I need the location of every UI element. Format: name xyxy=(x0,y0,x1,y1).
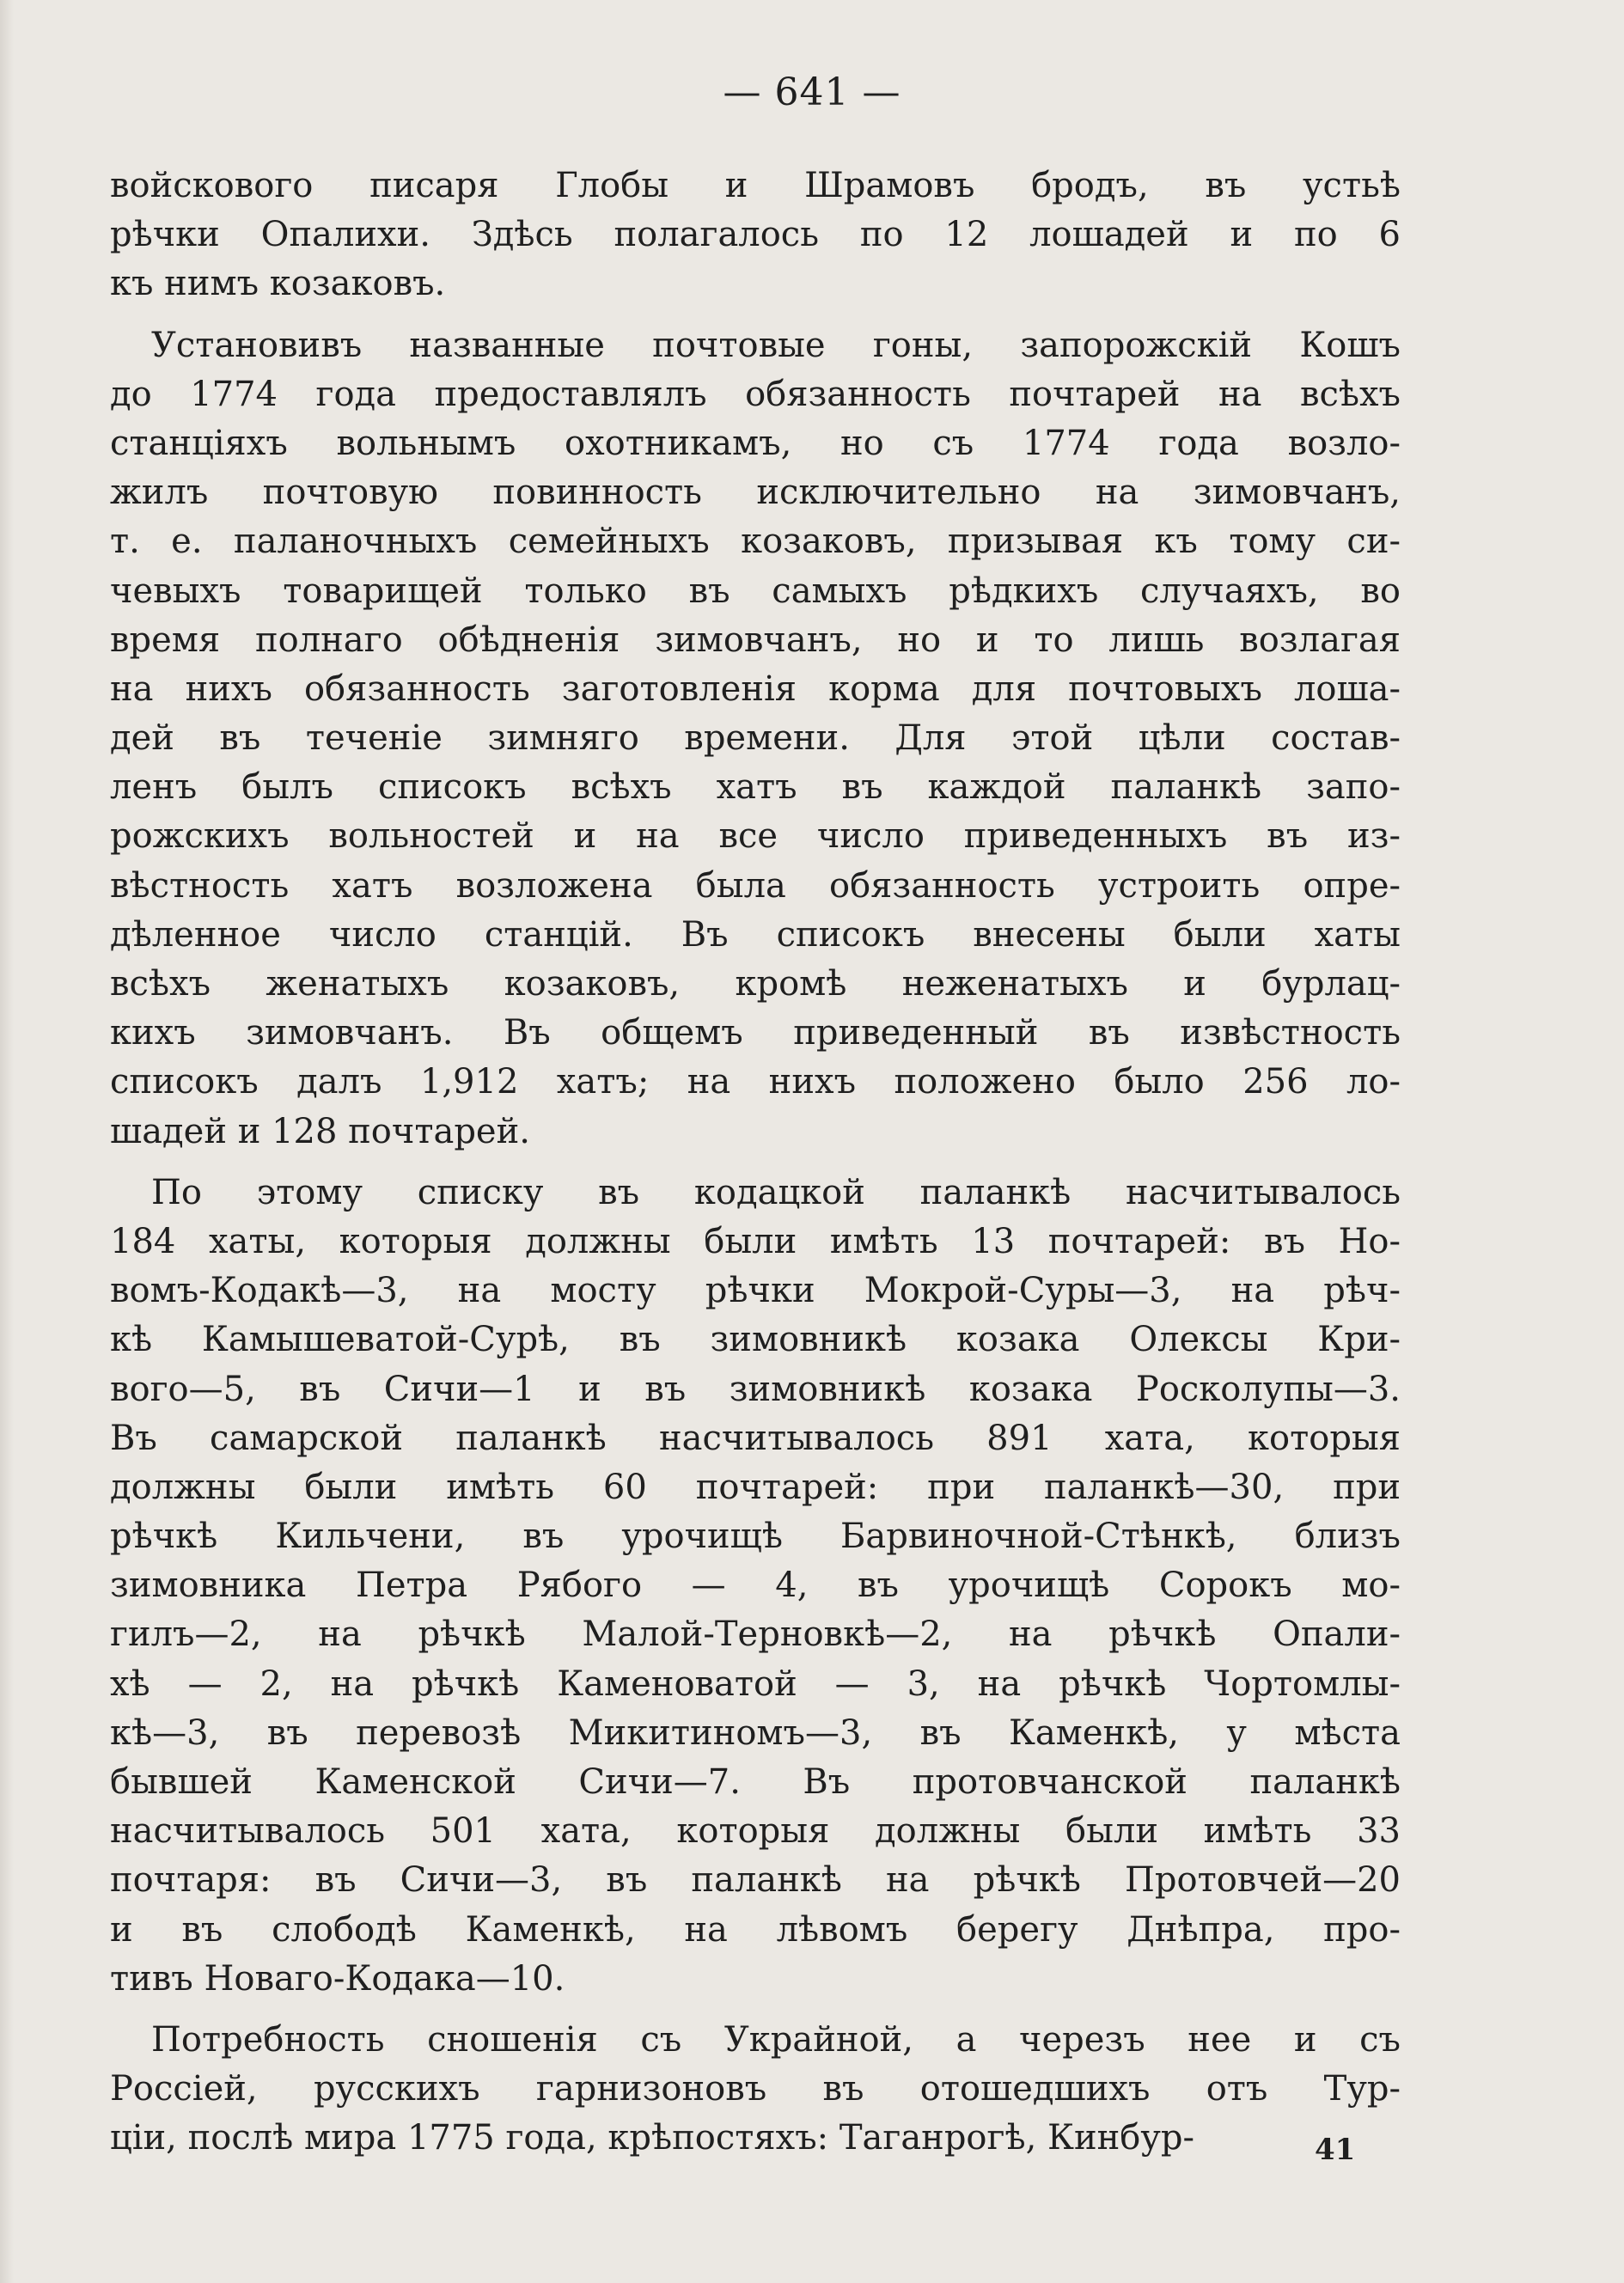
text-line: насчитывалось 501 хата, которыя должны были имѣть 33 xyxy=(110,1811,1401,1852)
text-line: почтаря: въ Сичи—3, въ паланкѣ на рѣчкѣ Протовчей—20 xyxy=(110,1860,1401,1901)
text-line: ленъ былъ списокъ всѣхъ хатъ въ каждой паланкѣ запо- xyxy=(110,767,1401,808)
text-line: вѣстность хатъ возложена была обязанность устроить опре- xyxy=(110,865,1401,906)
page-number: — 641 — xyxy=(723,70,901,114)
text-line: гилъ—2, на рѣчкѣ Малой-Терновкѣ—2, на рѣчкѣ Опали- xyxy=(110,1615,1401,1655)
text-line: Потребность сношенія съ Украйной, а черезъ нее и съ xyxy=(151,2019,1401,2060)
text-line: списокъ далъ 1,912 хатъ; на нихъ положено было 256 ло- xyxy=(110,1062,1401,1102)
text-line: кѣ Камышеватой-Сурѣ, въ зимовникѣ козака Олексы Кри- xyxy=(110,1320,1401,1360)
text-line: т. е. паланочныхъ семейныхъ козаковъ, призывая къ тому си- xyxy=(110,522,1401,562)
text-line: и въ слободѣ Каменкѣ, на лѣвомъ берегу Днѣпра, про- xyxy=(110,1909,1401,1950)
text-line: на нихъ обязанность заготовленія корма для почтовыхъ лоша- xyxy=(110,668,1401,709)
body-text xyxy=(110,162,1401,2176)
text-line: По этому списку въ кодацкой паланкѣ насчитывалось xyxy=(151,1172,1401,1212)
text-line: войскового писаря Глобы и Шрамовъ бродъ, въ устьѣ xyxy=(110,166,1401,205)
text-line: рѣчкѣ Кильчени, въ урочищѣ Барвиночной-Стѣнкѣ, близъ xyxy=(110,1517,1401,1557)
paragraph-1 xyxy=(110,162,1401,309)
text-line: кѣ—3, въ перевозѣ Микитиномъ—3, въ Каменкѣ, у мѣста xyxy=(110,1712,1401,1753)
text-line: станціяхъ вольнымъ охотникамъ, но съ 1774 года возло- xyxy=(110,423,1401,463)
text-line: рожскихъ вольностей и на все число приведенныхъ въ из- xyxy=(110,816,1401,857)
text-line: тивъ Новаго-Кодака—10. xyxy=(110,1958,565,1999)
text-line: зимовника Петра Рябого — 4, въ урочищѣ Сорокъ мо- xyxy=(110,1566,1401,1606)
text-line: время полнаго обѣдненія зимовчанъ, но и то лишь возлагая xyxy=(110,620,1401,660)
text-line: къ нимъ козаковъ. xyxy=(110,264,446,304)
text-line: рѣчки Опалихи. Здѣсь полагалось по 12 лошадей и по 6 xyxy=(110,215,1401,255)
text-line: жилъ почтовую повинность исключительно на зимовчанъ, xyxy=(110,473,1401,513)
text-line: дѣленное число станцій. Въ списокъ внесены были хаты xyxy=(110,914,1401,955)
text-line: шадей и 128 почтарей. xyxy=(110,1111,530,1151)
text-line: Въ самарской паланкѣ насчитывалось 891 хата, которыя xyxy=(110,1418,1401,1458)
signature-mark: 41 xyxy=(1315,2133,1356,2167)
paragraph-3 xyxy=(110,1169,1401,2004)
text-line: всѣхъ женатыхъ козаковъ, кромѣ неженатыхъ и бурлац- xyxy=(110,964,1401,1004)
text-line: должны были имѣть 60 почтарей: при паланкѣ—30, при xyxy=(110,1467,1401,1507)
text-line: кихъ зимовчанъ. Въ общемъ приведенный въ извѣстность xyxy=(110,1013,1401,1053)
paragraph-4 xyxy=(110,2016,1401,2164)
text-line: вомъ-Кодакѣ—3, на мосту рѣчки Мокрой-Суры—3, на рѣч- xyxy=(110,1271,1401,1311)
text-line: чевыхъ товарищей только въ самыхъ рѣдкихъ случаяхъ, во xyxy=(110,571,1401,611)
text-line: бывшей Каменской Сичи—7. Въ протовчанской паланкѣ xyxy=(110,1762,1401,1802)
text-line: до 1774 года предоставлялъ обязанность почтарей на всѣхъ xyxy=(110,374,1401,414)
text-line: вого—5, въ Сичи—1 и въ зимовникѣ козака Росколупы—3. xyxy=(110,1369,1401,1409)
paragraph-2 xyxy=(110,321,1401,1157)
text-line: ціи, послѣ мира 1775 года, крѣпостяхъ: Таганрогѣ, Кинбур- xyxy=(110,2118,1195,2158)
text-line: Россіей, русскихъ гарнизоновъ въ отошедшихъ отъ Тур- xyxy=(110,2069,1401,2109)
text-line: хѣ — 2, на рѣчкѣ Каменоватой — 3, на рѣчкѣ Чортомлы- xyxy=(110,1663,1401,1704)
text-line: 184 хаты, которыя должны были имѣть 13 почтарей: въ Но- xyxy=(110,1221,1401,1261)
text-line: Установивъ названные почтовые гоны, запорожскій Кошъ xyxy=(151,325,1401,365)
text-line: дей въ теченіе зимняго времени. Для этой цѣли состав- xyxy=(110,718,1401,759)
page-edge-shadow xyxy=(0,0,14,2283)
